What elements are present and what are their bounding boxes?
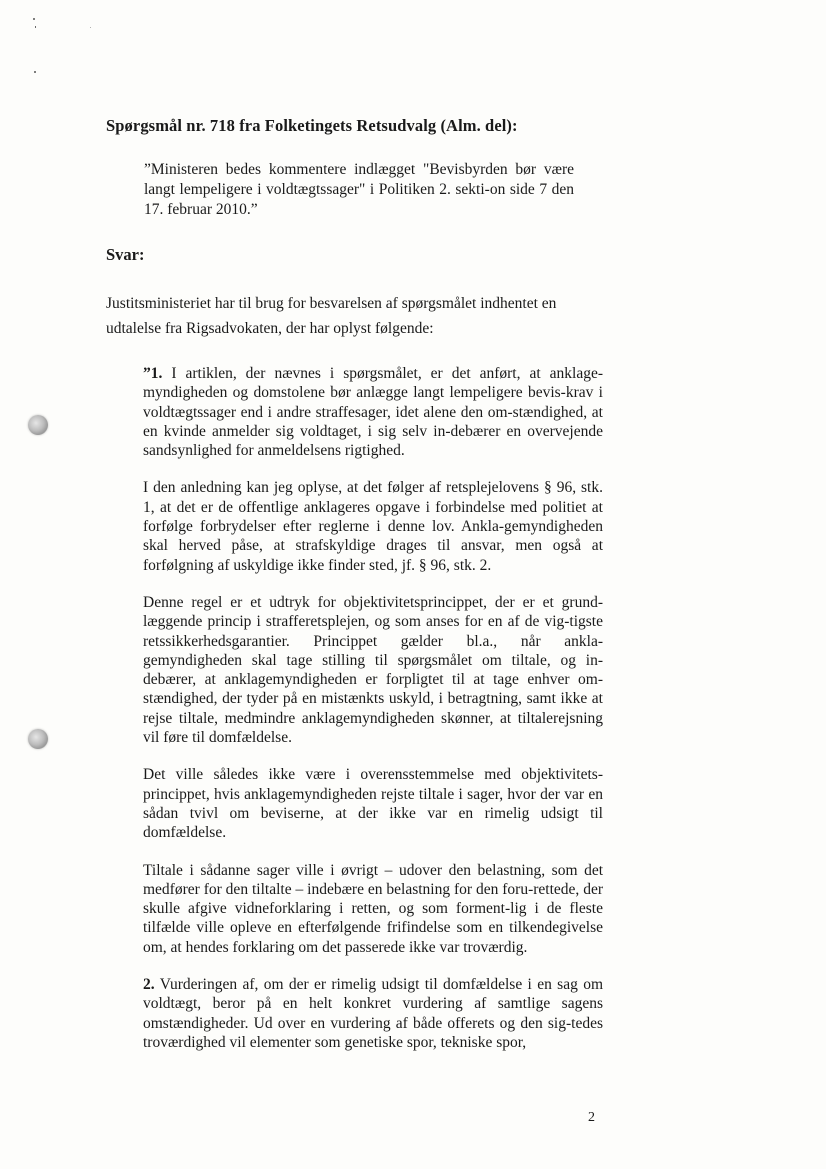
paragraph-text: Denne regel er et udtryk for objektivitetsprincippet, der er et grund-læggende princip i strafferetsplejen, og som anses for en af de vig-tigste retssikkerhedsgarantier. Princippet gælder bl.a., når ankla-gemyndigheden skal tage stilling til spørgsmålet om tiltale, og in-debærer, at anklagemyndigheden er forpligtet til at tage enhver om-stændighed, der tyder på en mistænkts uskyld, i betragtning, samt ikke at rejse tiltale, medmindre anklagemyndigheden skønner, at tiltalerejsning vil føre til domfældelse. [143, 593, 603, 747]
question-quote: ”Ministeren bedes kommentere indlægget "Bevisbyrden bør være langt lempeligere i voldtægtssager" i Politiken 2. sekti-on side 7 den 17. februar 2010.” [144, 161, 574, 218]
answer-paragraph [143, 478, 603, 574]
answer-paragraph [143, 861, 603, 957]
paragraph-text: Tiltale i sådanne sager ville i øvrigt – udover den belastning, som det medfører for den tiltalte – indebære en belastning for den foru-rettede, der skulle afgive vidneforklaring i retten, og som forment-lig i de fleste tilfælde ville opleve en efterfølgende frifindelse som en tilkendegivelse om, at hendes forklaring om det passerede ikke var troværdig. [143, 861, 603, 956]
scan-speck [34, 71, 36, 73]
paragraph-text: Det ville således ikke være i overensstemmelse med objektivitets-princippet, hvis anklagemyndigheden rejste tiltale i sager, hvor der var en sådan tvivl om beviserne, at der ikke var en rimelig udsigt til domfældelse. [143, 766, 603, 842]
question-heading: Spørgsmål nr. 718 fra Folketingets Retsudvalg (Alm. del): [106, 116, 518, 135]
answer-paragraph [143, 975, 603, 1052]
paragraph-number: 2. [143, 976, 155, 994]
paragraph-text: I den anledning kan jeg oplyse, at det følger af retsplejelovens § 96, stk. 1, at det er de offentlige anklageres opgave i forbindelse med politiet at forfølge forbrydelser efter reglerne i denne lov. Ankla-gemyndigheden skal herved påse, at strafskyldige drages til ansvar, men også at forfølgning af uskyldige ikke finder sted, jf. § 96, stk. 2. [143, 479, 603, 574]
scan-speck [33, 18, 35, 20]
punch-hole-icon [28, 415, 48, 435]
answer-paragraph [143, 593, 603, 747]
paragraph-text: Vurderingen af, om der er rimelig udsigt til domfældelse i en sag om voldtægt, beror på en helt konkret vurdering af samtlige sagens omstændigheder. Ud over en vurdering af både offerets og den sig-tedes troværdighed vil elementer som genetiske spor, tekniske spor, [143, 976, 603, 1051]
answer-label: Svar: [106, 245, 145, 264]
answer-body [143, 364, 603, 1070]
scan-speck [35, 26, 36, 28]
punch-hole-icon [28, 729, 48, 749]
scan-speck [90, 27, 91, 28]
answer-intro: Justitsministeriet har til brug for besvarelsen af spørgsmålet indhentet en udtalelse fra Rigsadvokaten, der har oplyst følgende: [106, 295, 557, 337]
paragraph-number: ”1. [143, 365, 163, 382]
answer-paragraph [143, 765, 603, 842]
page-number: 2 [588, 1110, 595, 1125]
answer-paragraph [143, 364, 603, 460]
paragraph-text: I artiklen, der nævnes i spørgsmålet, er det anført, at anklage-myndigheden og domstolene bør anlægge langt lempeligere bevis-krav i voldtægtssager end i andre straffesager, idet alene den om-stændighed, at en kvinde anmelder sig voldtaget, i sig selv in-debærer en overvejende sandsynlighed for anmeldelsens rigtighed. [143, 365, 603, 460]
